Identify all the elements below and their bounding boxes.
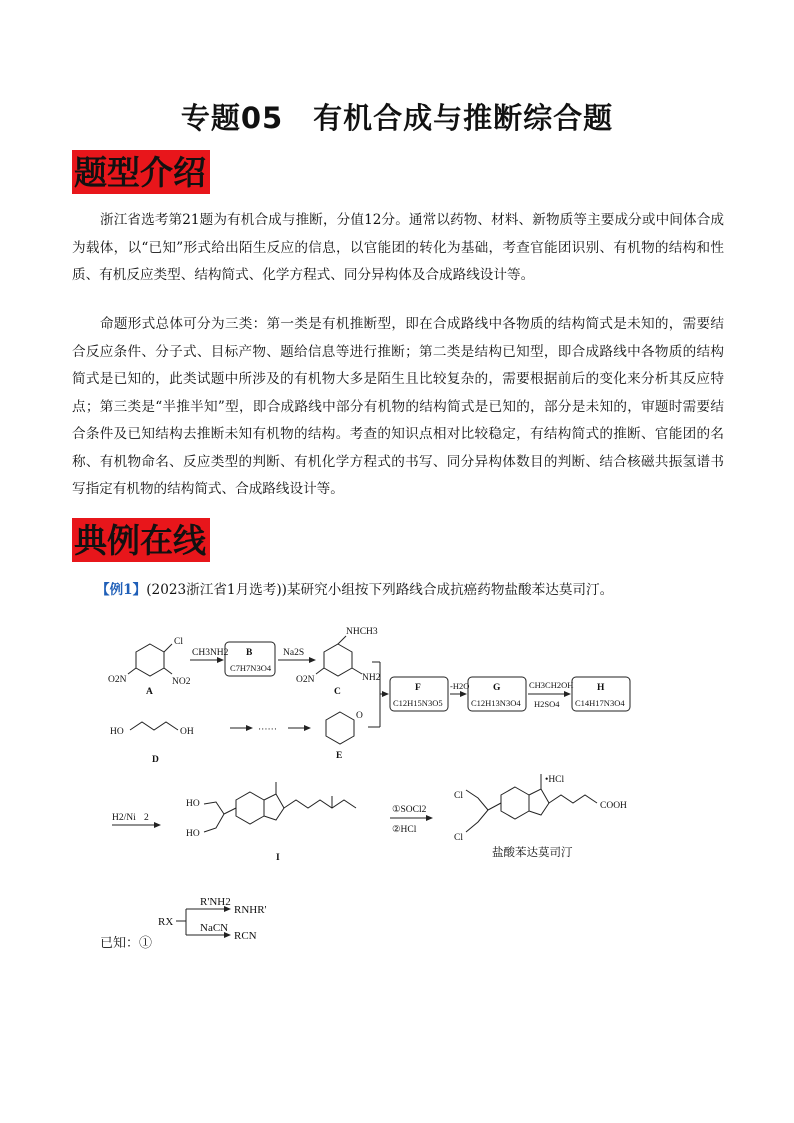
- product-COOH-label: COOH: [600, 801, 627, 811]
- E-O-label: O: [356, 711, 363, 721]
- known-RX: RX: [158, 916, 174, 928]
- compound-F-formula: C12H15N3O5: [393, 698, 443, 708]
- I-HO-top-label: HO: [186, 799, 200, 809]
- compound-H-formula: C14H17N3O4: [575, 698, 625, 708]
- reagent-Na2S: Na2S: [283, 648, 305, 658]
- A-Cl-label: Cl: [174, 637, 183, 647]
- D-HO-label: HO: [110, 727, 124, 737]
- D-OH-label: OH: [180, 727, 194, 737]
- intro-paragraph-1: 浙江省选考第21题为有机合成与推断，分值12分。通常以药物、材料、新物质等主要成分或中间体合成为载体，以“已知”形式给出陌生反应的信息，以官能团的转化为基础，考查官能团识别、有机物的结构和性质、有机反应类型、结构简式、化学方程式、同分异构体及合成路线设计等。: [72, 212, 724, 283]
- compound-G-label: G: [493, 683, 501, 693]
- reagent-SOCl2: ①SOCl2: [392, 805, 427, 815]
- known-product-nitrile: RCN: [234, 930, 257, 942]
- known-product-amine: RNHR': [234, 904, 267, 916]
- reaction-dots: ······: [258, 725, 277, 735]
- product-imidazole: [529, 789, 549, 815]
- example-text: (2023浙江省1月选考))某研究小组按下列路线合成抗癌药物盐酸苯达莫司汀。: [146, 582, 614, 598]
- C-NH2-label: NH2: [362, 673, 381, 683]
- compound-A-ring: [136, 644, 164, 676]
- compound-E-label: E: [336, 751, 343, 761]
- compound-D-label: D: [152, 755, 159, 765]
- product-Cl-bottom-label: Cl: [454, 833, 463, 843]
- C-O2N-label: O2N: [296, 675, 315, 685]
- intro-paragraph-2: 命题形式总体可分为三类：第一类是有机推断型，即在合成路线中各物质的结构简式是未知的，需要结合反应条件、分子式、目标产物、题给信息等进行推断；第二类是结构已知型，即合成路线中各物质的结构简式是已知的，此类试题中所涉及的有机物大多是陌生且比较复杂的，需要根据前后的变化来分析其反应特点；第三类是“半推半知”型，即合成路线中部分有机物的结构简式是已知的，部分是未知的，审题时需要结合条件及已知结构去推断未知有机物的结构。考查的知识点相对比较稳定，有结构简式的推断、官能团的名称、有机物命名、反应类型的判断、有机化学方程式的书写、同分异构体数目的判断、结合核磁共振氢谱书写指定有机物的结构简式、合成路线设计等。: [72, 316, 724, 497]
- compound-I-imidazole: [264, 794, 284, 820]
- known-reaction: [100, 893, 340, 953]
- reagent-HCl: ②HCl: [392, 825, 417, 835]
- reagent-H2SO4: H2SO4: [534, 699, 560, 709]
- product-name: 盐酸苯达莫司汀: [492, 847, 573, 859]
- example-label: 【例1】: [96, 582, 147, 598]
- product-HCl-salt: •HCl: [545, 775, 565, 785]
- compound-H-label: H: [597, 683, 605, 693]
- known-reagent-amine: R'NH2: [200, 896, 231, 908]
- compound-G-formula: C12H13N3O4: [471, 698, 521, 708]
- compound-D-chain: [130, 722, 178, 730]
- product-Cl-top-label: Cl: [454, 791, 463, 801]
- reagent-CH3NH2: CH3NH2: [192, 648, 229, 658]
- compound-B-label: B: [246, 648, 253, 658]
- section-heading-intro: 题型介绍: [72, 150, 210, 194]
- compound-C-ring: [324, 644, 352, 676]
- known-prefix: 已知：①: [100, 935, 153, 950]
- reagent-epoxide: 2: [144, 813, 149, 823]
- page-title: 专题05 有机合成与推断综合题: [180, 101, 614, 135]
- known-reagent-NaCN: NaCN: [200, 922, 229, 934]
- C-NHCH3-label: NHCH3: [346, 627, 378, 637]
- synthesis-scheme: [100, 622, 660, 862]
- section-heading-examples: 典例在线: [72, 518, 210, 562]
- I-HO-bottom-label: HO: [186, 829, 200, 839]
- compound-B-formula: C7H7N3O4: [230, 663, 272, 673]
- reagent-minus-H2O: -H2O: [450, 681, 470, 691]
- compound-C-label: C: [334, 687, 341, 697]
- product-benzene: [501, 787, 529, 819]
- compound-E-ring: [326, 712, 354, 744]
- compound-A-label: A: [146, 687, 153, 697]
- compound-F-label: F: [415, 683, 421, 693]
- reagent-H2-Ni: H2/Ni: [112, 813, 136, 823]
- reagent-ethanol: CH3CH2OH: [529, 680, 574, 690]
- A-NO2-label: NO2: [172, 677, 191, 687]
- compound-I-benzene: [236, 792, 264, 824]
- compound-I-label: I: [276, 853, 280, 862]
- example-1: [96, 580, 613, 600]
- A-O2N-label: O2N: [108, 675, 127, 685]
